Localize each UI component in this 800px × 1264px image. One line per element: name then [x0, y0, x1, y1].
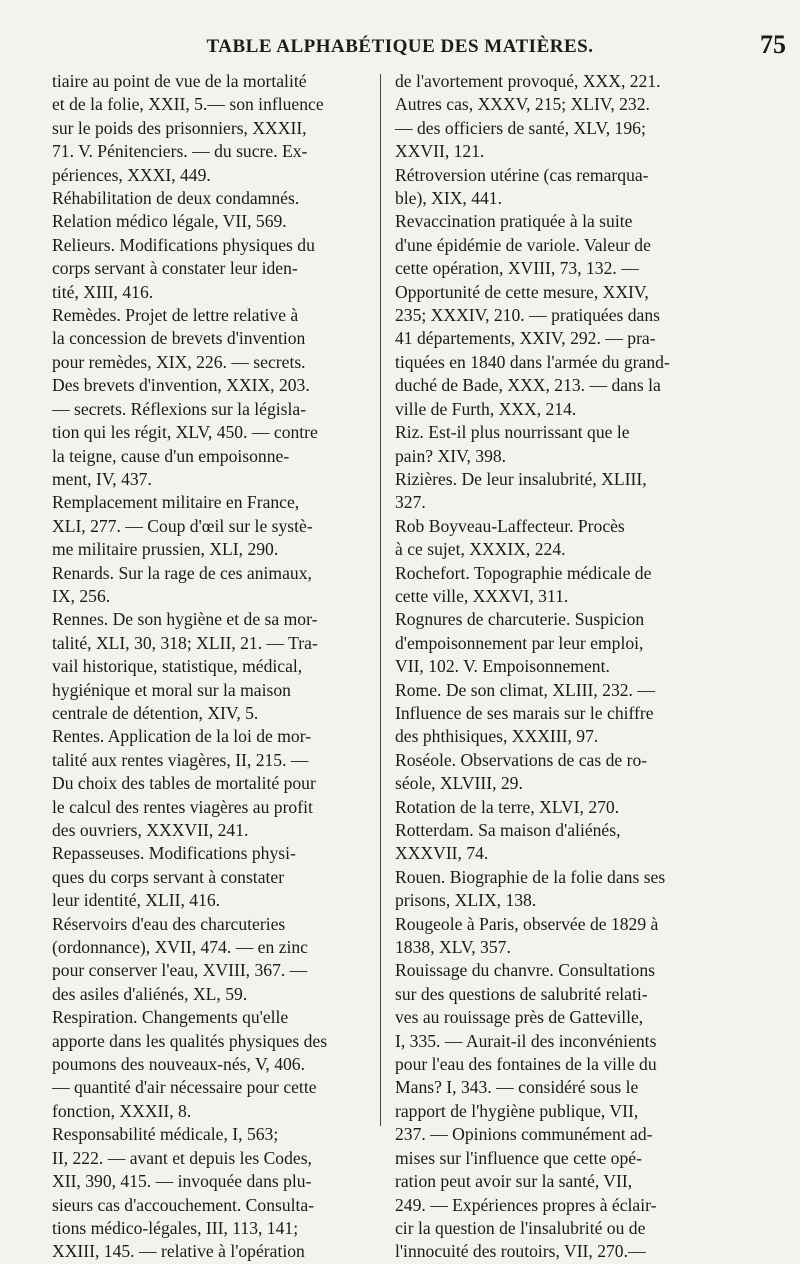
index-line: Rome. De son climat, XLIII, 232. — [395, 679, 655, 700]
index-line: cette ville, XXXVI, 311. [395, 585, 569, 606]
index-line: des phthisiques, XXXIII, 97. [395, 726, 599, 747]
index-line: XXXVII, 74. [395, 843, 489, 864]
index-line: — des officiers de santé, XLV, 196; [395, 117, 646, 138]
index-line: pour l'eau des fontaines de la ville du [395, 1054, 657, 1075]
index-line: 237. — Opinions communément ad- [395, 1124, 653, 1145]
index-line: d'empoisonnement par leur emploi, [395, 632, 644, 653]
index-line: me militaire prussien, XLI, 290. [52, 539, 279, 560]
index-line: sur des questions de salubrité relati- [395, 983, 648, 1004]
index-line: d'une épidémie de variole. Valeur de [395, 234, 651, 255]
index-line: pour remèdes, XIX, 226. — secrets. [52, 351, 306, 372]
index-line: 249. — Expériences propres à éclair- [395, 1194, 657, 1215]
index-line: Rouen. Biographie de la folie dans ses [395, 866, 666, 887]
index-line: duché de Bade, XXX, 213. — dans la [395, 375, 661, 396]
page-number: 75 [760, 30, 786, 59]
index-line: Réhabilitation de deux condamnés. [52, 188, 300, 209]
index-line: tiquées en 1840 dans l'armée du grand- [395, 351, 670, 372]
index-line: tité, XIII, 416. [52, 281, 154, 302]
index-line: 235; XXXIV, 210. — pratiquées dans [395, 305, 661, 326]
index-line: sieurs cas d'accouchement. Consulta- [52, 1194, 315, 1215]
index-line: ques du corps servant à constater [52, 866, 285, 887]
index-line: séole, XLVIII, 29. [395, 773, 523, 794]
index-line: tions médico-légales, III, 113, 141; [52, 1217, 299, 1238]
index-line: le calcul des rentes viagères au profit [52, 796, 313, 817]
index-line: Rotterdam. Sa maison d'aliénés, [395, 820, 621, 840]
index-line: Autres cas, XXXV, 215; XLIV, 232. [395, 94, 650, 115]
index-line: la teigne, cause d'un empoisonne- [52, 445, 290, 466]
index-line: centrale de détention, XIV, 5. [52, 702, 259, 723]
index-line: Rotation de la terre, XLVI, 270. [395, 796, 620, 817]
index-line: Rouissage du chanvre. Consultations [395, 960, 655, 981]
index-line: Rizières. De leur insalubrité, XLIII, [395, 468, 647, 489]
index-line: talité aux rentes viagères, II, 215. — [52, 749, 309, 770]
index-line: la concession de brevets d'invention [52, 328, 306, 349]
index-line: sur le poids des prisonniers, XXXII, [52, 117, 307, 138]
index-line: cir la question de l'insalubrité ou de [395, 1217, 646, 1238]
index-line: prisons, XLIX, 138. [395, 890, 537, 911]
index-line: poumons des nouveaux-nés, V, 406. [52, 1054, 305, 1075]
index-line: Relieurs. Modifications physiques du [52, 234, 315, 255]
index-line: mises sur l'influence que cette opé- [395, 1147, 642, 1168]
index-line: Rochefort. Topographie médicale de [395, 562, 652, 583]
index-line: Remèdes. Projet de lettre relative à [52, 305, 299, 326]
index-line: XII, 390, 415. — invoquée dans plu- [52, 1171, 312, 1192]
index-line: Mans? I, 343. — considéré sous le [395, 1077, 639, 1098]
index-line: II, 222. — avant et depuis les Codes, [52, 1147, 312, 1168]
index-line: Opportunité de cette mesure, XXIV, [395, 281, 649, 302]
index-line: — secrets. Réflexions sur la législa- [52, 398, 307, 419]
index-line: Roséole. Observations de cas de ro- [395, 749, 648, 770]
index-line: 71. V. Pénitenciers. — du sucre. Ex- [52, 141, 308, 162]
index-line: corps servant à constater leur iden- [52, 258, 298, 279]
index-line: des ouvriers, XXXVII, 241. [52, 820, 249, 840]
index-line: Rob Boyveau-Laffecteur. Procès [395, 515, 625, 536]
index-line: Rétroversion utérine (cas remarqua- [395, 164, 649, 185]
index-line: apporte dans les qualités physiques des [52, 1030, 328, 1051]
index-line: Rognures de charcuterie. Suspicion [395, 609, 645, 630]
index-line: des asiles d'aliénés, XL, 59. [52, 983, 248, 1004]
index-line: tion qui les régit, XLV, 450. — contre [52, 422, 318, 443]
index-line: périences, XXXI, 449. [52, 164, 211, 185]
index-line: de l'avortement provoqué, XXX, 221. [395, 71, 661, 91]
index-line: cette opération, XVIII, 73, 132. — [395, 258, 639, 279]
index-line: vail historique, statistique, médical, [52, 656, 303, 677]
index-line: Revaccination pratiquée à la suite [395, 211, 633, 232]
page-header [0, 30, 800, 64]
index-line: pain? XIV, 398. [395, 445, 507, 466]
index-line: ves au rouissage près de Gatteville, [395, 1007, 644, 1028]
index-line: (ordonnance), XVII, 474. — en zinc [52, 937, 308, 958]
index-line: fonction, XXXII, 8. [52, 1100, 192, 1121]
index-line: ment, IV, 437. [52, 468, 152, 489]
index-line: tiaire au point de vue de la mortalité [52, 71, 307, 91]
index-line: Rougeole à Paris, observée de 1829 à [395, 913, 659, 934]
index-line: 1838, XLV, 357. [395, 937, 511, 958]
index-line: Réservoirs d'eau des charcuteries [52, 913, 286, 934]
right-column [395, 70, 755, 1264]
index-line: Des brevets d'invention, XXIX, 203. [52, 375, 310, 396]
index-line: Rentes. Application de la loi de mor- [52, 726, 312, 747]
index-line: talité, XLI, 30, 318; XLII, 21. — Tra- [52, 632, 318, 653]
index-line: 41 départements, XXIV, 292. — pra- [395, 328, 656, 349]
running-title: TABLE ALPHABÉTIQUE DES MATIÈRES. [206, 36, 594, 57]
index-line: pour conserver l'eau, XVIII, 367. — [52, 960, 308, 981]
index-line: VII, 102. V. Empoisonnement. [395, 656, 610, 677]
index-line: à ce sujet, XXXIX, 224. [395, 539, 566, 560]
index-line: I, 335. — Aurait-il des inconvénients [395, 1030, 657, 1051]
index-line: ration peut avoir sur la santé, VII, [395, 1171, 633, 1192]
index-line: XLI, 277. — Coup d'œil sur le systè- [52, 515, 313, 536]
index-line: Influence de ses marais sur le chiffre [395, 702, 654, 723]
index-line: XXVII, 121. [395, 141, 485, 162]
column-divider [380, 74, 381, 1126]
index-line: Responsabilité médicale, I, 563; [52, 1124, 279, 1145]
index-line: 327. [395, 492, 426, 513]
index-line: — quantité d'air nécessaire pour cette [52, 1077, 317, 1098]
index-line: Relation médico légale, VII, 569. [52, 211, 287, 232]
index-line: hygiénique et moral sur la maison [52, 679, 291, 700]
index-line: ble), XIX, 441. [395, 188, 503, 209]
index-line: Rennes. De son hygiène et de sa mor- [52, 609, 318, 630]
index-line: XXIII, 145. — relative à l'opération [52, 1241, 305, 1262]
left-column [52, 70, 402, 1264]
index-line: ville de Furth, XXX, 214. [395, 398, 577, 419]
index-line: l'innocuité des routoirs, VII, 270.— [395, 1241, 646, 1262]
index-line: rapport de l'hygiène publique, VII, [395, 1100, 639, 1121]
index-line: Du choix des tables de mortalité pour [52, 773, 316, 794]
index-line: Remplacement militaire en France, [52, 492, 300, 513]
index-line: IX, 256. [52, 585, 111, 606]
index-line: Repasseuses. Modifications physi- [52, 843, 296, 864]
index-line: leur identité, XLII, 416. [52, 890, 221, 911]
index-line: et de la folie, XXII, 5.— son influence [52, 94, 324, 115]
index-line: Renards. Sur la rage de ces animaux, [52, 562, 312, 583]
index-line: Respiration. Changements qu'elle [52, 1007, 289, 1028]
index-line: Riz. Est-il plus nourrissant que le [395, 422, 630, 443]
